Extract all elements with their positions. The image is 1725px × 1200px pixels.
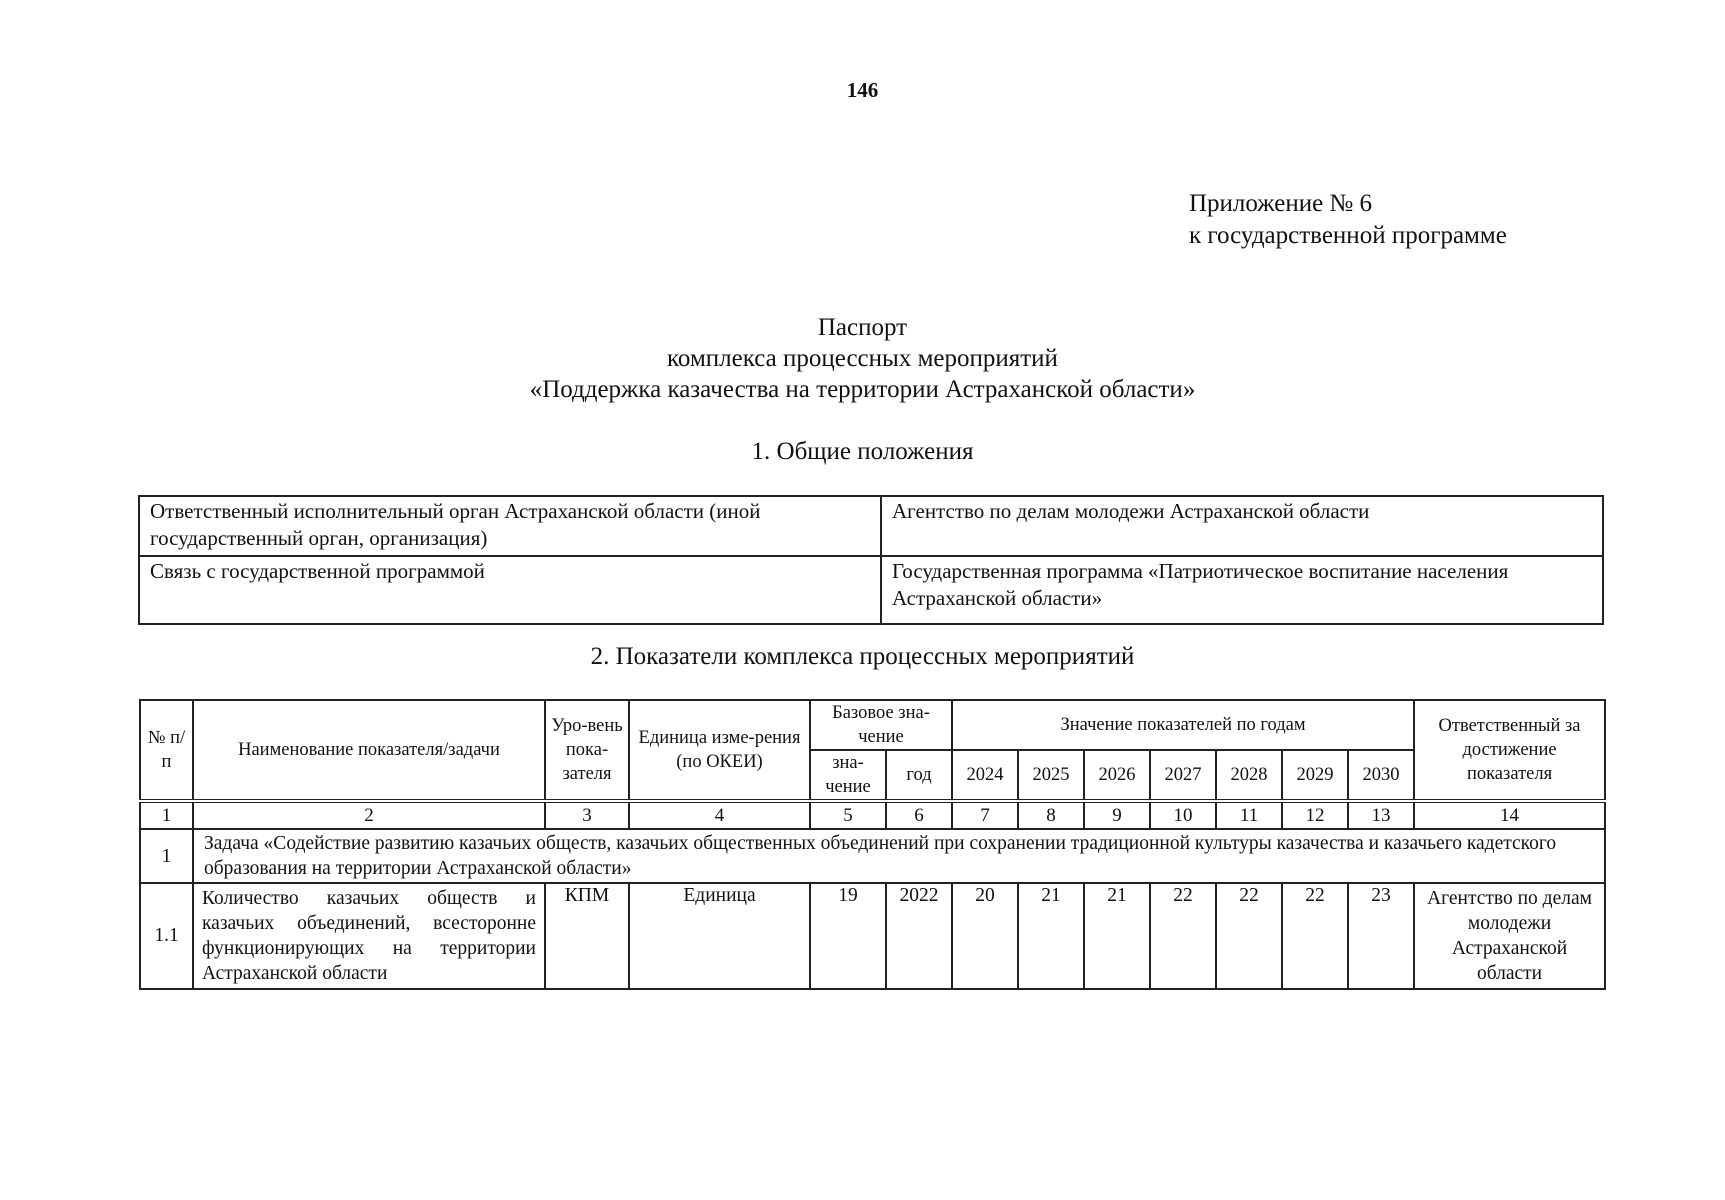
column-number: 10: [1150, 801, 1216, 829]
appendix-line-2: к государственной программе: [1189, 222, 1507, 249]
value-2024: 20: [952, 883, 1018, 989]
column-number: 5: [810, 801, 886, 829]
table-row: [139, 496, 1603, 556]
column-number: 12: [1282, 801, 1348, 829]
program-link-label: Связь с государственной программой: [139, 556, 881, 624]
header-num: № п/п: [140, 700, 193, 801]
value-2029: 22: [1282, 883, 1348, 989]
column-numbers-row: [140, 801, 1605, 829]
header-year-2030: 2030: [1348, 750, 1414, 801]
header-base: Базовое зна-чение: [810, 700, 952, 750]
header-year-2027: 2027: [1150, 750, 1216, 801]
column-number: 3: [545, 801, 629, 829]
column-number: 8: [1018, 801, 1084, 829]
header-base-value: зна-чение: [810, 750, 886, 801]
column-number: 2: [193, 801, 545, 829]
page-number: 146: [846, 78, 879, 102]
header-year-2029: 2029: [1282, 750, 1348, 801]
column-number: 4: [629, 801, 810, 829]
header-year-2028: 2028: [1216, 750, 1282, 801]
column-number: 1: [140, 801, 193, 829]
title-line-1: Паспорт: [817, 314, 908, 341]
section-1-heading: 1. Общие положения: [751, 438, 974, 465]
appendix-note: [1189, 188, 1507, 252]
header-unit: Единица изме-рения (по ОКЕИ): [629, 700, 810, 801]
indicator-level: КПМ: [545, 883, 629, 989]
responsible-body-label: Ответственный исполнительный орган Астраханской области (иной государственный орган, организация): [139, 496, 881, 556]
column-number: 13: [1348, 801, 1414, 829]
task-text: Задача «Содействие развитию казачьих обществ, казачьих общественных объединений при сохранении традиционной культуры казачества и казачьего кадетского образования на территории Астраханской области»: [193, 829, 1605, 883]
column-number: 6: [886, 801, 952, 829]
column-number: 9: [1084, 801, 1150, 829]
value-2028: 22: [1216, 883, 1282, 989]
header-year-2025: 2025: [1018, 750, 1084, 801]
column-number: 7: [952, 801, 1018, 829]
document-title: [0, 312, 1725, 405]
value-2026: 21: [1084, 883, 1150, 989]
section-2-heading: 2. Показатели комплекса процессных мероприятий: [590, 643, 1135, 670]
header-responsible: Ответственный за достижение показателя: [1414, 700, 1605, 801]
table-row: [139, 556, 1603, 624]
row-num: 1.1: [140, 883, 193, 989]
header-name: Наименование показателя/задачи: [193, 700, 545, 801]
title-line-3: «Поддержка казачества на территории Астраханской области»: [529, 376, 1196, 403]
header-row: [140, 700, 1605, 750]
header-year-2026: 2026: [1084, 750, 1150, 801]
indicator-name: Количество казачьих обществ и казачьих объединений, всесторонне функционирующих на территории Астраханской области: [193, 883, 545, 989]
header-level: Уро-вень пока-зателя: [545, 700, 629, 801]
task-row: [140, 829, 1605, 883]
appendix-line-1: Приложение № 6: [1189, 190, 1373, 217]
indicators-table: [139, 699, 1606, 990]
title-line-2: комплекса процессных мероприятий: [667, 345, 1058, 372]
base-year: 2022: [886, 883, 952, 989]
task-num: 1: [140, 829, 193, 883]
table-row: [140, 883, 1605, 989]
indicator-unit: Единица: [629, 883, 810, 989]
column-number: 14: [1414, 801, 1605, 829]
header-years-group: Значение показателей по годам: [952, 700, 1414, 750]
responsible-agency: Агентство по делам молодежи Астраханской области: [1414, 883, 1605, 989]
header-base-year: год: [886, 750, 952, 801]
value-2025: 21: [1018, 883, 1084, 989]
responsible-body-value: Агентство по делам молодежи Астраханской области: [881, 496, 1603, 556]
header-year-2024: 2024: [952, 750, 1018, 801]
column-number: 11: [1216, 801, 1282, 829]
value-2030: 23: [1348, 883, 1414, 989]
base-value: 19: [810, 883, 886, 989]
program-link-value: Государственная программа «Патриотическое воспитание населения Астраханской области»: [881, 556, 1603, 624]
general-provisions-table: [138, 495, 1604, 625]
value-2027: 22: [1150, 883, 1216, 989]
